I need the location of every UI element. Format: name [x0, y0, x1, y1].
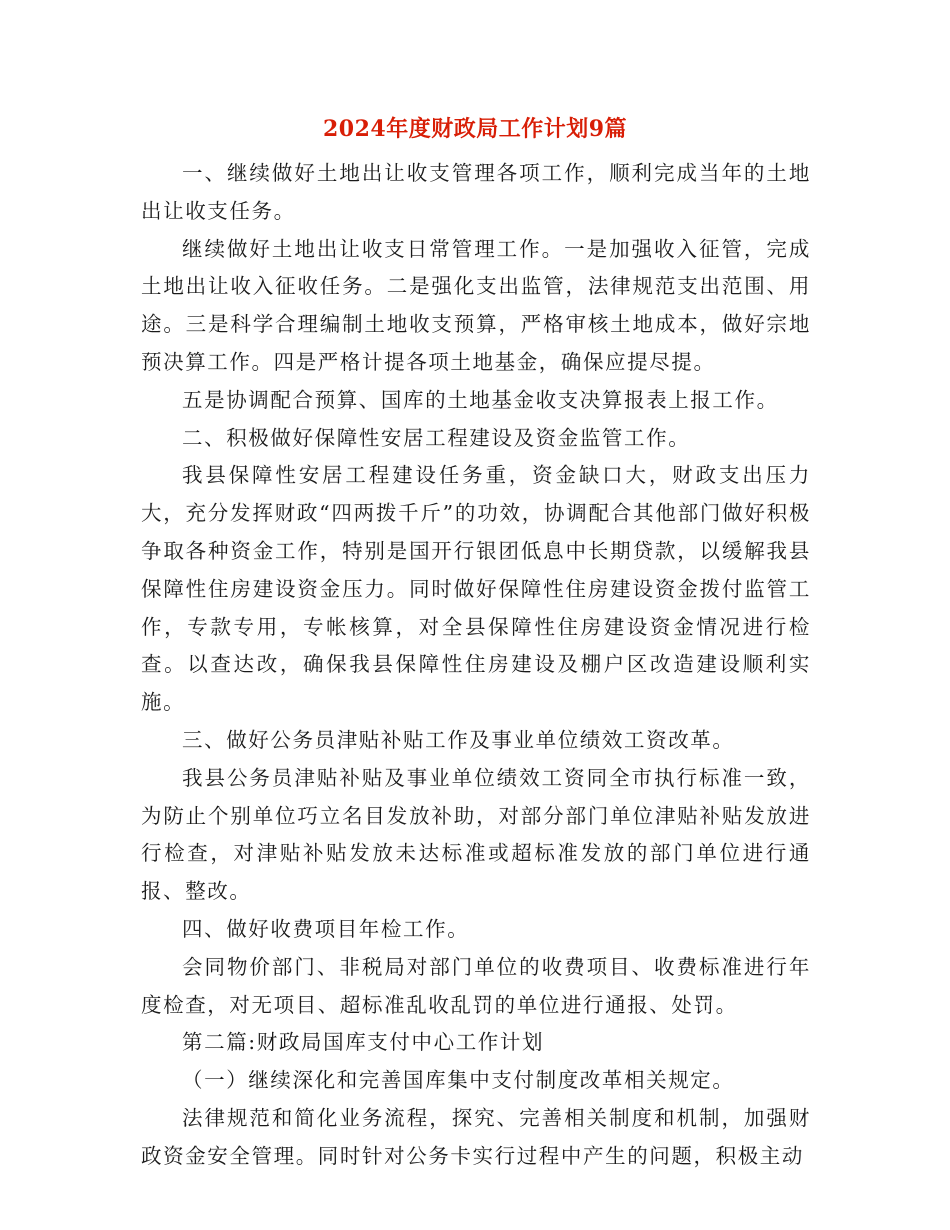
paragraph: 二、积极做好保障性安居工程建设及资金监管工作。 — [182, 425, 691, 450]
paragraph: 我县公务员津贴补贴及事业单位绩效工资同全市执行标准一致，为防止个别单位巧立名目发放补助，对部分部门单位津贴补贴发放进行检查，对津贴补贴发放未达标准或超标准发放的部门单位进行通报、整改。 — [141, 765, 811, 904]
paragraph: 第二篇:财政局国库支付中心工作计划 — [182, 1030, 545, 1055]
paragraph: 继续做好土地出让收支日常管理工作。一是加强收入征管，完成土地出让收入征收任务。二是强化支出监管，法律规范支出范围、用途。三是科学合理编制土地收支预算，严格审核土地成本，做好宗地预决算工作。四是严格计提各项土地基金，确保应提尽提。 — [141, 236, 811, 374]
paragraph: 法律规范和简化业务流程，探究、完善相关制度和机制，加强财政资金安全管理。同时针对公务卡实行过程中产生的问题，积极主动 — [141, 1105, 811, 1168]
paragraph: 我县保障性安居工程建设任务重，资金缺口大，财政支出压力大，充分发挥财政“四两拨千斤”的功效，协调配合其他部门做好积极争取各种资金工作，特别是国开行银团低息中长期贷款，以缓解我县保障性住房建设资金压力。同时做好保障性住房建设资金拨付监管工作，专款专用，专帐核算，对全县保障性住房建设资金情况进行检查。以查达改，确保我县保障性住房建设及棚户区改造建设顺利实施。 — [141, 463, 811, 715]
paragraph: 会同物价部门、非税局对部门单位的收费项目、收费标准进行年度检查，对无项目、超标准乱收乱罚的单位进行通报、处罚。 — [141, 954, 811, 1017]
paragraph: 一、继续做好土地出让收支管理各项工作，顺利完成当年的土地出让收支任务。 — [141, 161, 811, 223]
paragraph: 三、做好公务员津贴补贴工作及事业单位绩效工资改革。 — [182, 727, 735, 752]
paragraph: 五是协调配合预算、国库的土地基金收支决算报表上报工作。 — [182, 387, 779, 412]
paragraph: 四、做好收费项目年检工作。 — [182, 916, 470, 941]
paragraph: （一）继续深化和完善国库集中支付制度改革相关规定。 — [182, 1068, 735, 1093]
document-title: 2024年度财政局工作计划9篇 — [322, 116, 628, 142]
document-body — [141, 155, 811, 1176]
